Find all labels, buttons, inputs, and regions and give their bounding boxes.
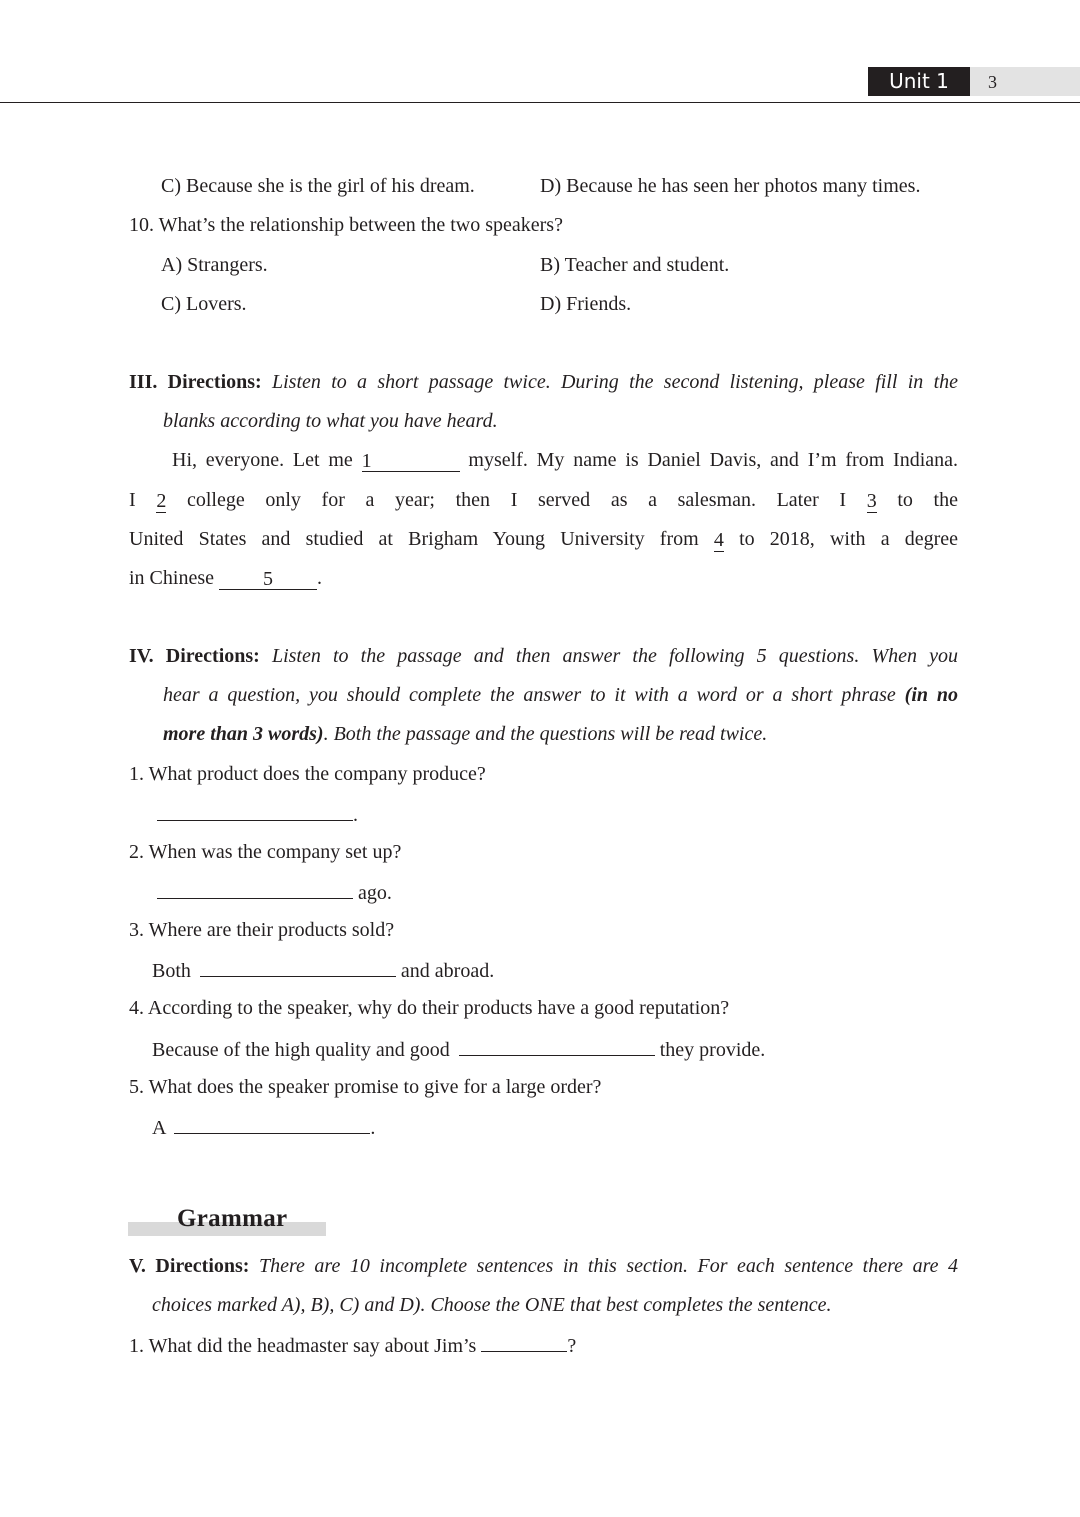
answer-blank-3[interactable] bbox=[200, 956, 396, 977]
answer-suffix: they provide. bbox=[659, 1039, 766, 1061]
blank-2[interactable]: 2 bbox=[156, 490, 167, 512]
section5-directions-line1 bbox=[129, 1253, 958, 1279]
grammar-question-1 bbox=[129, 1331, 576, 1359]
s4-answer-2 bbox=[157, 878, 392, 906]
question-suffix: ? bbox=[567, 1335, 577, 1357]
section4-emphasis: (in no bbox=[904, 684, 959, 706]
passage-line-4 bbox=[129, 565, 322, 591]
answer-blank-2[interactable] bbox=[157, 878, 353, 899]
section3-directions-line2 bbox=[163, 408, 498, 434]
passage-text: Hi, everyone. Let me bbox=[172, 449, 353, 471]
s4-answer-5 bbox=[152, 1113, 375, 1141]
passage-text: I bbox=[129, 489, 136, 511]
section4-label: IV. Directions: bbox=[129, 645, 260, 667]
grammar-blank-1[interactable] bbox=[481, 1331, 567, 1352]
passage-text: college only for a year; then I served as a salesman. Later I bbox=[186, 489, 847, 511]
section5-directions-text-2: choices marked A), B), C) and D). Choose the ONE that best completes the sentence. bbox=[152, 1294, 832, 1316]
answer-blank-1[interactable] bbox=[157, 800, 353, 821]
answer-prefix: Because of the high quality and good bbox=[152, 1039, 450, 1061]
q10-option-a: A) Strangers. bbox=[161, 254, 268, 276]
blank-1[interactable]: 1 bbox=[362, 451, 460, 472]
q10-option-c: C) Lovers. bbox=[161, 293, 247, 315]
s4-answer-1 bbox=[157, 800, 358, 828]
blank-3[interactable]: 3 bbox=[866, 490, 877, 512]
passage-text: . bbox=[317, 567, 322, 589]
s4-question-2: 2. When was the company set up? bbox=[129, 841, 402, 863]
answer-prefix: A bbox=[152, 1117, 166, 1139]
passage-line-3 bbox=[129, 526, 958, 552]
answer-suffix: ago. bbox=[358, 882, 392, 904]
blank-4[interactable]: 4 bbox=[713, 529, 724, 551]
section4-directions-text: Listen to the passage and then answer the following 5 questions. When you bbox=[271, 645, 958, 667]
unit-label: Unit 1 bbox=[868, 67, 970, 96]
section4-directions-text-3: . Both the passage and the questions will be read twice. bbox=[323, 723, 768, 745]
passage-line-2 bbox=[129, 487, 958, 513]
section3-directions-text-2: blanks according to what you have heard. bbox=[163, 410, 498, 432]
answer-suffix: . bbox=[370, 1117, 376, 1139]
q10-question: 10. What’s the relationship between the two speakers? bbox=[129, 214, 563, 236]
answer-blank-5[interactable] bbox=[174, 1113, 370, 1134]
passage-line-1 bbox=[172, 447, 958, 473]
section4-directions-line3 bbox=[163, 721, 767, 747]
section3-label: III. Directions: bbox=[129, 371, 262, 393]
blank-5[interactable]: 5 bbox=[219, 569, 317, 590]
passage-text: in Chinese bbox=[129, 567, 214, 589]
s4-question-3: 3. Where are their products sold? bbox=[129, 919, 395, 941]
s4-answer-4 bbox=[152, 1035, 765, 1063]
section4-directions-line1 bbox=[129, 643, 958, 669]
passage-text: myself. My name is Daniel Davis, and I’m from Indiana. bbox=[468, 449, 959, 471]
passage-text: United States and studied at Brigham Young University from bbox=[129, 528, 699, 550]
section5-directions-line2 bbox=[152, 1292, 831, 1318]
grammar-heading: Grammar bbox=[177, 1205, 288, 1232]
section5-label: V. Directions: bbox=[129, 1255, 250, 1277]
answer-prefix: Both bbox=[152, 960, 191, 982]
passage-text: to the bbox=[897, 489, 958, 511]
question-text: 1. What did the headmaster say about Jim’s bbox=[129, 1335, 477, 1357]
q9-option-c: C) Because she is the girl of his dream. bbox=[161, 175, 475, 197]
s4-question-4: 4. According to the speaker, why do their products have a good reputation? bbox=[129, 997, 730, 1019]
section5-directions-text: There are 10 incomplete sentences in this section. For each sentence there are 4 bbox=[258, 1255, 959, 1277]
section4-directions-line2 bbox=[163, 682, 958, 708]
section4-emphasis-2: more than 3 words) bbox=[163, 723, 324, 745]
answer-blank-4[interactable] bbox=[459, 1035, 655, 1056]
s4-question-1: 1. What product does the company produce? bbox=[129, 763, 486, 785]
answer-suffix: . bbox=[353, 804, 358, 826]
q10-option-d: D) Friends. bbox=[540, 293, 632, 315]
section4-directions-text-2: hear a question, you should complete the answer to it with a word or a short phrase bbox=[163, 684, 896, 706]
s4-answer-3 bbox=[152, 956, 494, 984]
q10-option-b: B) Teacher and student. bbox=[540, 254, 730, 276]
answer-suffix: and abroad. bbox=[400, 960, 495, 982]
s4-question-5: 5. What does the speaker promise to give for a large order? bbox=[129, 1076, 602, 1098]
section3-directions-text: Listen to a short passage twice. During the second listening, please fill in the bbox=[272, 371, 958, 393]
page-number: 3 bbox=[970, 67, 1080, 96]
passage-text: to 2018, with a degree bbox=[739, 528, 959, 550]
header-rule bbox=[0, 102, 1080, 103]
q9-option-d: D) Because he has seen her photos many times. bbox=[540, 175, 921, 197]
section3-directions-line1 bbox=[129, 369, 958, 395]
